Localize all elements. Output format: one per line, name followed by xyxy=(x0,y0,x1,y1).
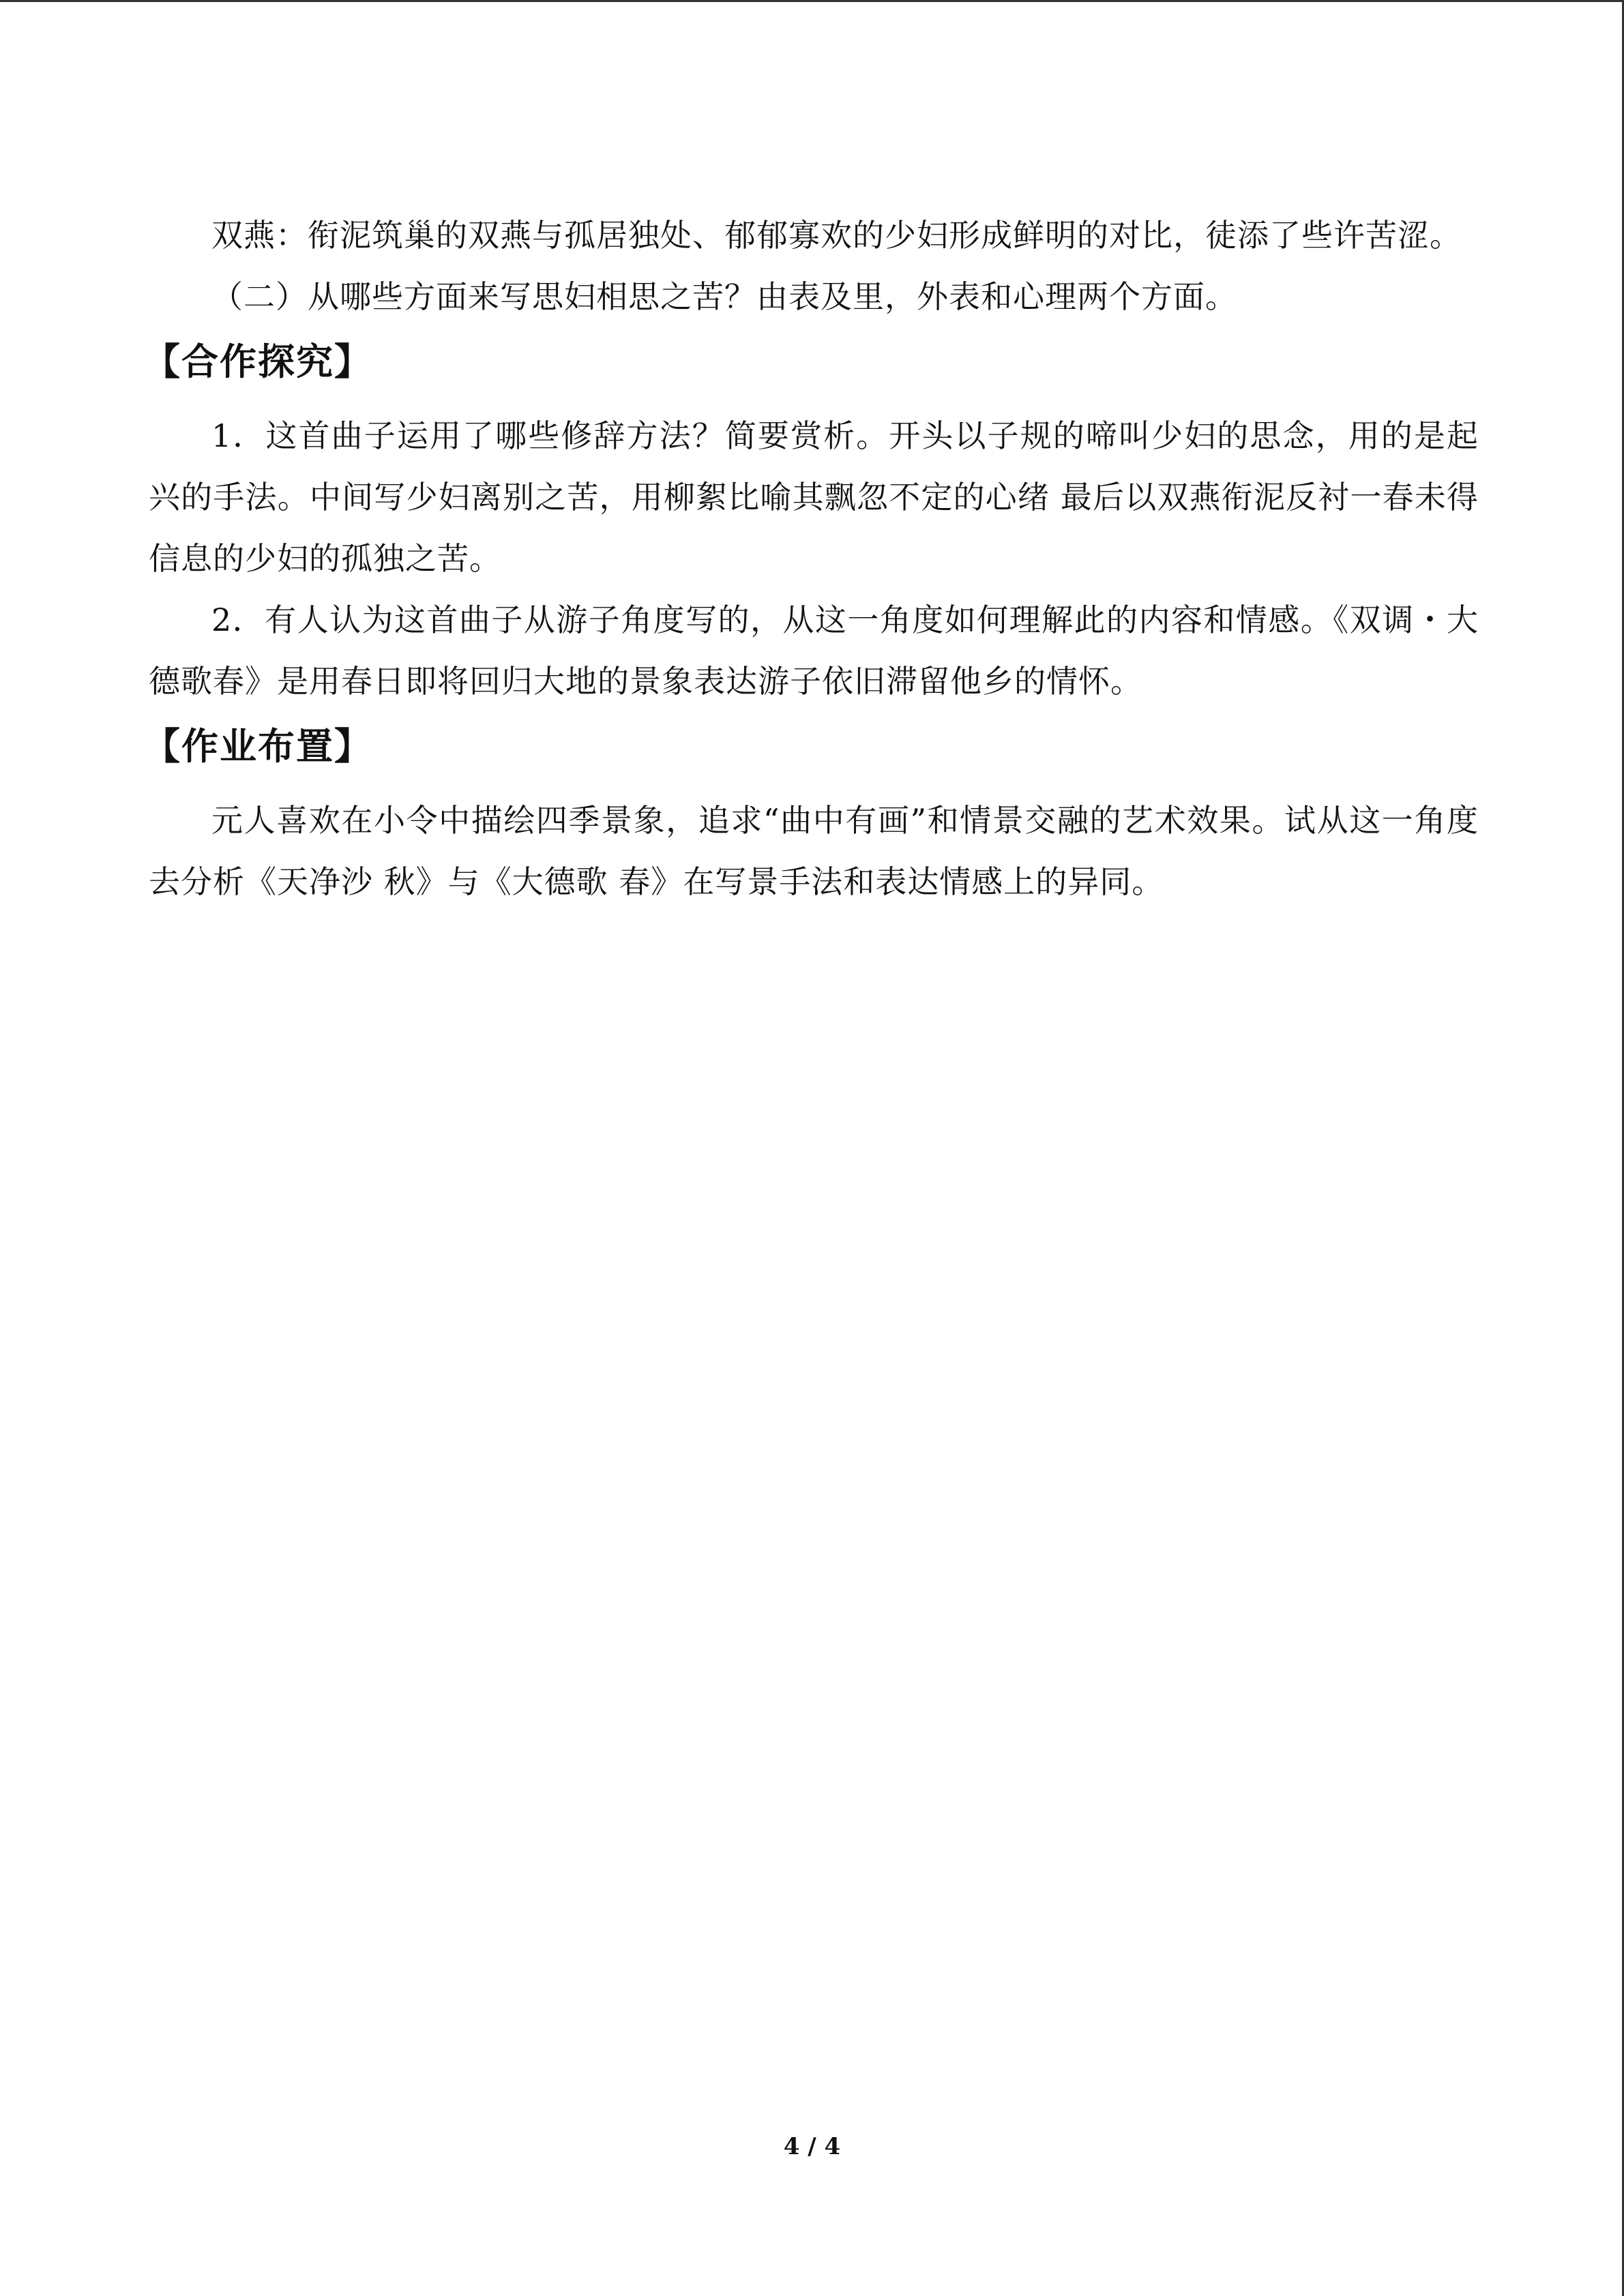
document-body xyxy=(143,205,1479,912)
heading-homework: 【作业布置】 xyxy=(143,725,372,768)
homework-item-1: 元人喜欢在小令中描绘四季景象，追求“曲中有画”和情景交融的艺术效果。试从这一角度去分析《天净沙 秋》与《大德歌 春》在写景手法和表达情感上的异同。 xyxy=(149,802,1479,900)
cooperation-item-2: 2．有人认为这首曲子从游子角度写的，从这一角度如何理解此的内容和情感。《双调・大德歌春》是用春日即将回归大地的景象表达游子依旧滞留他乡的情怀。 xyxy=(149,601,1479,700)
paragraph-aspects: （二）从哪些方面来写思妇相思之苦？由表及里，外表和心理两个方面。 xyxy=(211,278,1237,315)
page-number: 4 / 4 xyxy=(783,2133,841,2160)
paragraph-double-swallows: 双燕：衔泥筑巢的双燕与孤居独处、郁郁寡欢的少妇形成鲜明的对比，徒添了些许苦涩。 xyxy=(211,217,1462,254)
heading-cooperation: 【合作探究】 xyxy=(143,340,372,383)
cooperation-item-1: 1．这首曲子运用了哪些修辞方法？简要赏析。开头以子规的啼叫少妇的思念，用的是起兴的手法。中间写少妇离别之苦，用柳絮比喻其飘忽不定的心绪 最后以双燕衔泥反衬一春未得信息的少妇的孤独之苦。 xyxy=(149,417,1479,577)
